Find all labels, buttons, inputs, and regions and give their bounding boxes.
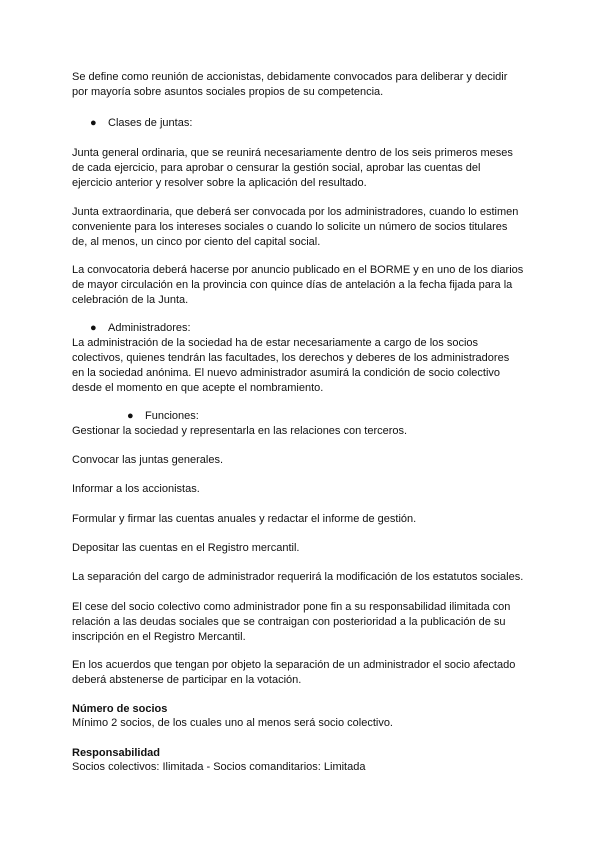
paragraph-funcion-convocar: Convocar las juntas generales. <box>72 454 224 466</box>
bullet-dot-icon: ● <box>90 322 97 334</box>
paragraph-administracion: La administración de la sociedad ha de estar necesariamente a cargo de los socios colectivos, quienes tendrán las facultades, los derechos y deberes de los administradores en la sociedad anónima. El nuevo administrador asumirá la condición de socio colectivo desde el momento en que acepte el nombramiento. <box>72 337 510 394</box>
bullet-dot-icon: ● <box>90 117 97 129</box>
paragraph-funcion-informar: Informar a los accionistas. <box>72 483 200 495</box>
paragraph-cese: El cese del socio colectivo como administrador pone fin a su responsabilidad ilimitada con relación a las deudas sociales que se contraigan con posterioridad a la publicación de su inscripción en el Registro Mercantil. <box>72 601 511 643</box>
paragraph-funcion-gestionar: Gestionar la sociedad y representarla en las relaciones con terceros. <box>72 425 408 437</box>
paragraph-acuerdos: En los acuerdos que tengan por objeto la separación de un administrador el socio afectado deberá abstenerse de participar en la votación. <box>72 659 516 686</box>
bullet-label: Funciones: <box>145 410 199 422</box>
bullet-administradores <box>90 321 191 336</box>
bullet-label: Clases de juntas: <box>108 117 193 129</box>
bullet-label: Administradores: <box>108 322 191 334</box>
bullet-clases-juntas <box>90 116 192 131</box>
bullet-funciones <box>127 409 199 424</box>
heading-responsabilidad: Responsabilidad <box>72 747 161 759</box>
paragraph-junta-extraordinaria: Junta extraordinaria, que deberá ser convocada por los administradores, cuando lo estimen conveniente para los intereses sociales o cuando lo solicite un número de socios titulares de, al menos, un cinco por ciento del capital social. <box>72 206 519 248</box>
paragraph-separacion: La separación del cargo de administrador requerirá la modificación de los estatutos sociales. <box>72 571 524 583</box>
paragraph-junta-ordinaria: Junta general ordinaria, que se reunirá necesariamente dentro de los seis primeros meses de cada ejercicio, para aprobar o censurar la gestión social, aprobar las cuentas del ejercicio anterior y resolver sobre la aplicación del resultado. <box>72 147 513 189</box>
paragraph-intro: Se define como reunión de accionistas, debidamente convocados para deliberar y decidir por mayoría sobre asuntos sociales propios de su competencia. <box>72 71 508 98</box>
paragraph-numero-socios: Mínimo 2 socios, de los cuales uno al menos será socio colectivo. <box>72 717 393 729</box>
heading-numero-socios: Número de socios <box>72 703 168 715</box>
paragraph-funcion-formular: Formular y firmar las cuentas anuales y redactar el informe de gestión. <box>72 513 417 525</box>
paragraph-responsabilidad: Socios colectivos: Ilimitada - Socios comanditarios: Limitada <box>72 761 366 773</box>
bullet-dot-icon: ● <box>127 410 134 422</box>
paragraph-convocatoria: La convocatoria deberá hacerse por anuncio publicado en el BORME y en uno de los diarios de mayor circulación en la provincia con quince días de antelación a la fecha fijada para la celebración de la Junta. <box>72 264 524 306</box>
paragraph-funcion-depositar: Depositar las cuentas en el Registro mercantil. <box>72 542 300 554</box>
